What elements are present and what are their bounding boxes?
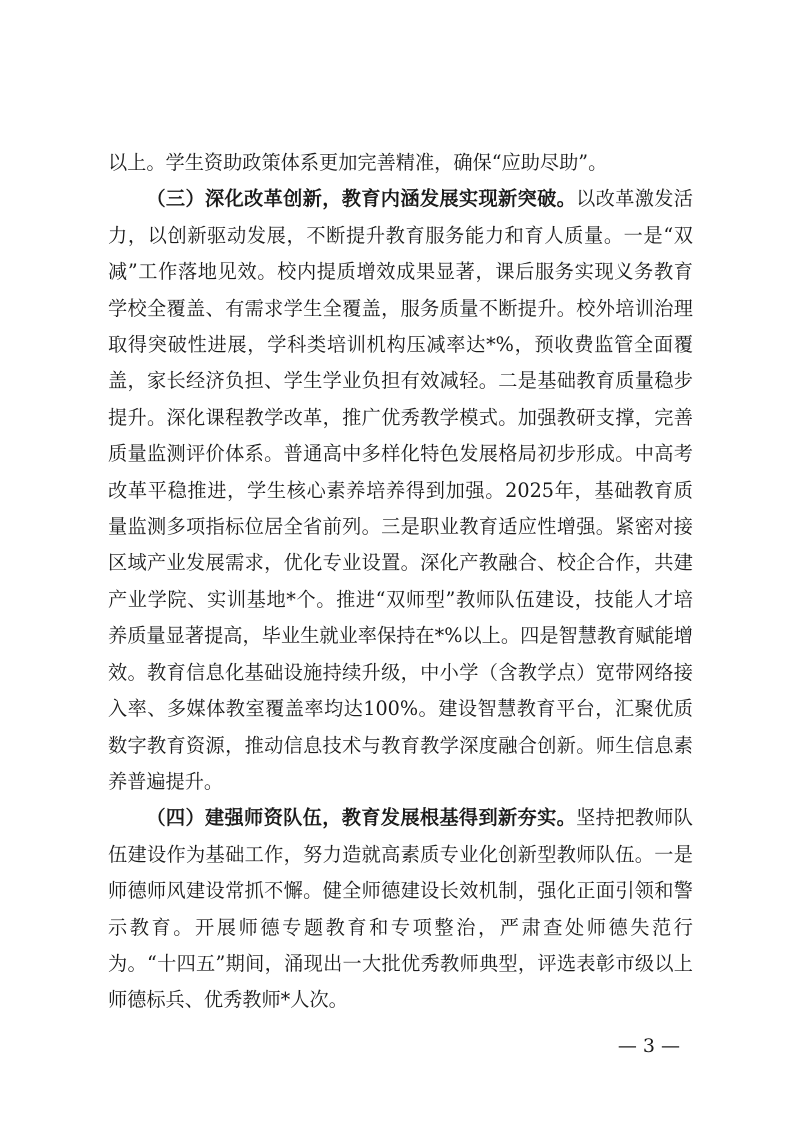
paragraph-continuation — [108, 145, 693, 181]
section-heading: （三）深化改革创新，教育内涵发展实现新突破。 — [146, 187, 577, 211]
paragraph-section-4 — [108, 800, 693, 1018]
document-body — [108, 145, 693, 1019]
section-heading: （四）建强师资队伍，教育发展根基得到新夯实。 — [146, 806, 577, 830]
paragraph-body: 以上。学生资助政策体系更加完善精准，确保“应助尽助”。 — [108, 151, 608, 174]
page-number: — 3 — — [617, 1035, 680, 1057]
paragraph-section-3 — [108, 181, 693, 800]
paragraph-body: 坚持把教师队伍建设作为基础工作，努力造就高素质专业化创新型教师队伍。一是师德师风建设常抓不懈。健全师德建设长效机制，强化正面引领和警示教育。开展师德专题教育和专项整治，严肃查处师德失范行为。“十四五”期间，涌现出一大批优秀教师典型，评选表彰市级以上师德标兵、优秀教师*人次。 — [108, 806, 693, 1012]
paragraph-body: 以改革激发活力，以创新驱动发展，不断提升教育服务能力和育人质量。一是“双减”工作落地见效。校内提质增效成果显著，课后服务实现义务教育学校全覆盖、有需求学生全覆盖，服务质量不断提升。校外培训治理取得突破性进展，学科类培训机构压减率达*%，预收费监管全面覆盖，家长经济负担、学生学业负担有效减轻。二是基础教育质量稳步提升。深化课程教学改革，推广优秀教学模式。加强教研支撑，完善质量监测评价体系。普通高中多样化特色发展格局初步形成。中高考改革平稳推进，学生核心素养培养得到加强。2025年，基础教育质量监测多项指标位居全省前列。三是职业教育适应性增强。紧密对接区域产业发展需求，优化专业设置。深化产教融合、校企合作，共建产业学院、实训基地*个。推进“双师型”教师队伍建设，技能人才培养质量显著提高，毕业生就业率保持在*%以上。四是智慧教育赋能增效。教育信息化基础设施持续升级，中小学（含教学点）宽带网络接入率、多媒体教室覆盖率均达100%。建设智慧教育平台，汇聚优质数字教育资源，推动信息技术与教育教学深度融合创新。师生信息素养普遍提升。 — [108, 187, 693, 793]
